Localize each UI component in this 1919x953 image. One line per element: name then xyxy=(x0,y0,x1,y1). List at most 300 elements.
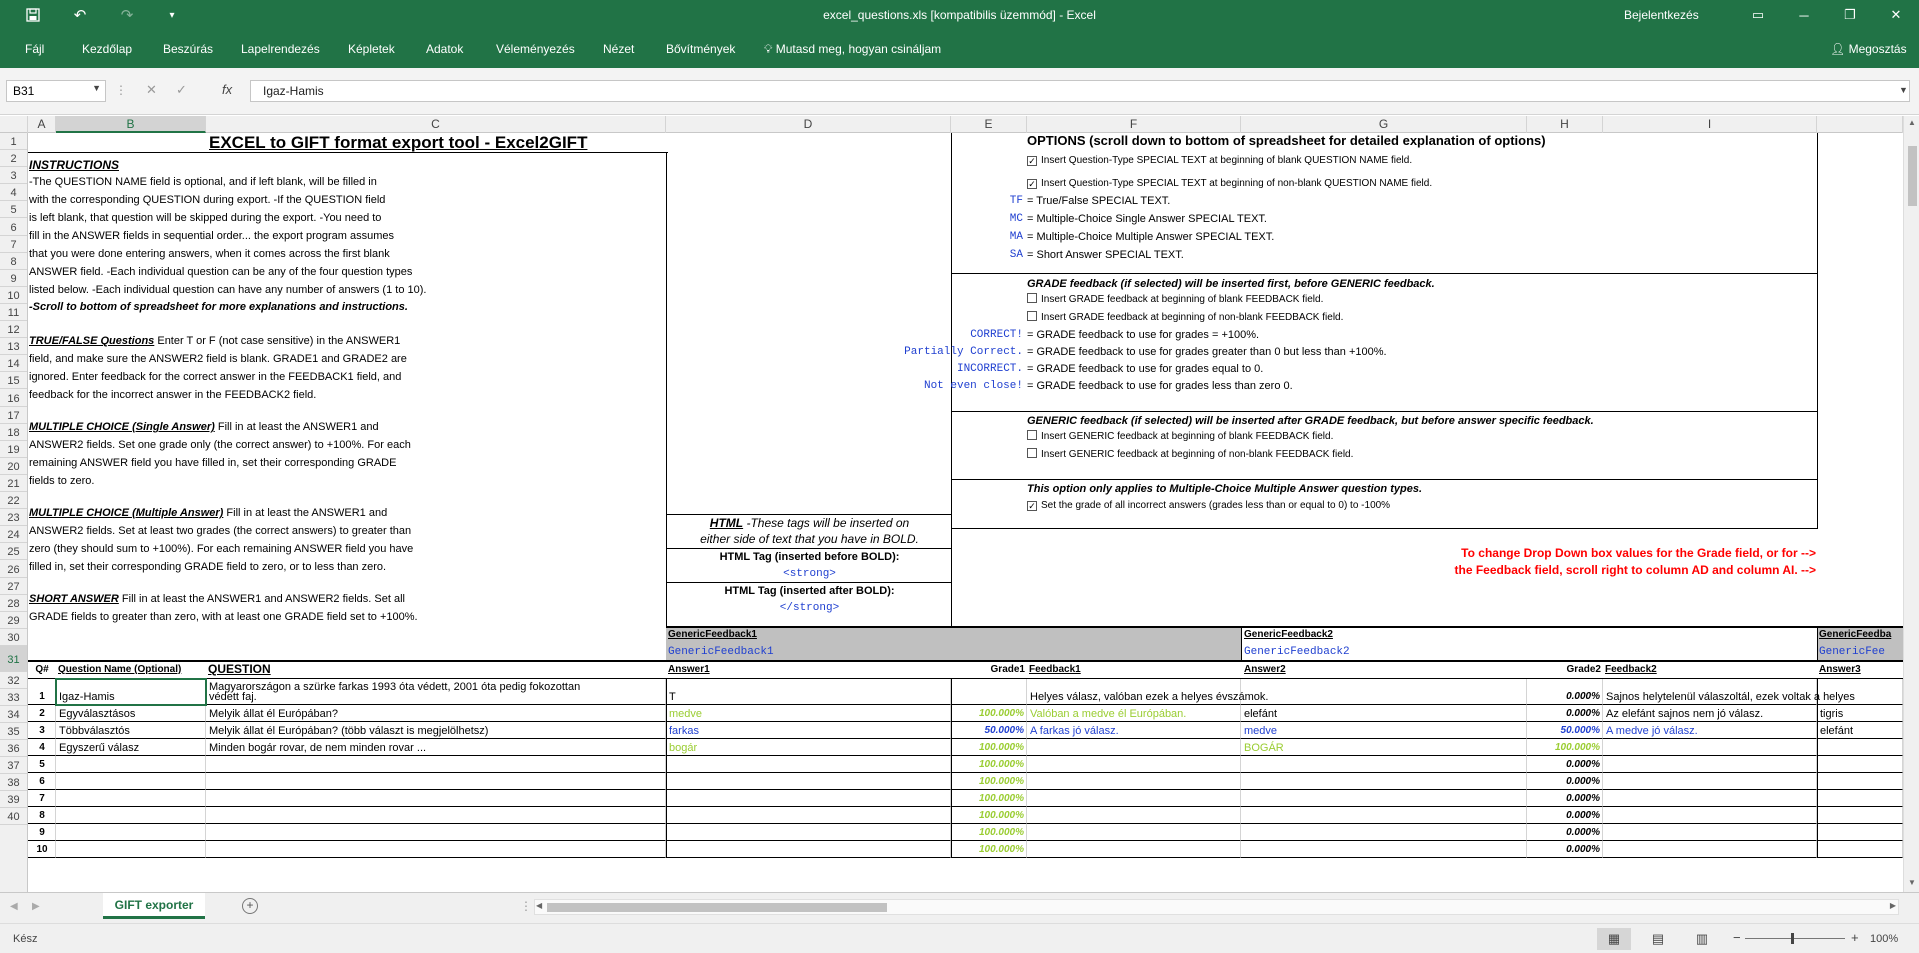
share-button[interactable] xyxy=(1830,42,1907,56)
customize-qat-icon[interactable]: ▾ xyxy=(169,9,175,21)
cell-a3-row-8[interactable] xyxy=(1817,807,1903,824)
row-header-1[interactable]: 1 xyxy=(0,133,27,150)
cell-name-row-9[interactable] xyxy=(56,824,206,841)
instructions-line-6: ANSWER field. -Each individual question can be any of the four question types xyxy=(29,266,413,278)
type-code-mc[interactable]: MC xyxy=(1009,213,1023,225)
column-header-i[interactable]: I xyxy=(1603,116,1817,133)
cell-a2-row-10[interactable] xyxy=(1241,841,1527,858)
grade-desc-partial: = GRADE feedback to use for grades greater than 0 but less than +100%. xyxy=(1027,346,1387,358)
cell-f1-row-5[interactable] xyxy=(1027,756,1241,773)
scroll-up-icon[interactable]: ▲ xyxy=(1908,118,1916,127)
num-text-row-3: 3 xyxy=(39,725,45,736)
grade-desc-incorrect: = GRADE feedback to use for grades equal to 0. xyxy=(1027,363,1264,375)
row-headers xyxy=(0,133,28,892)
sa-heading: SHORT ANSWER xyxy=(29,593,119,605)
tell-me-search[interactable] xyxy=(764,42,941,57)
a1-text-row-1: T xyxy=(669,691,676,703)
row-header-21[interactable]: 21 xyxy=(0,475,27,492)
cell-q-row-8[interactable] xyxy=(206,807,666,824)
formula-controls xyxy=(136,80,246,102)
a1-text-row-3: farkas xyxy=(669,725,699,737)
redo-icon[interactable]: ↷ xyxy=(120,7,134,24)
header-feedback1: Feedback1 xyxy=(1029,664,1081,675)
column-header-d[interactable]: D xyxy=(666,116,951,133)
sa-line-1 xyxy=(29,591,405,607)
vertical-scrollbar[interactable] xyxy=(1903,116,1919,892)
type-code-ma[interactable]: MA xyxy=(1009,231,1023,243)
question-text-row-4: Minden bogár rovar, de nem minden rovar ... xyxy=(209,742,427,754)
cell-f1-row-9[interactable] xyxy=(1027,824,1241,841)
column-header-h[interactable]: H xyxy=(1527,116,1603,133)
options-divider-3 xyxy=(951,479,1818,480)
tell-me-label: Mutasd meg, hogyan csináljam xyxy=(775,42,942,56)
g2-text-row-6: 0.000% xyxy=(1566,776,1600,787)
checkbox-checked[interactable]: ✓ xyxy=(1028,179,1036,189)
options-divider-1 xyxy=(951,273,1818,274)
dropdown-note-2: the Feedback field, scroll right to column AD and column AI. --> xyxy=(1454,563,1816,577)
column-header-g[interactable]: G xyxy=(1241,116,1527,133)
row-header-36[interactable]: 36 xyxy=(0,740,27,757)
ma-heading: MULTIPLE CHOICE (Multiple Answer) xyxy=(29,507,224,519)
expand-formula-icon[interactable]: ▼ xyxy=(1899,85,1908,95)
checkbox-unchecked[interactable] xyxy=(1027,293,1037,303)
g2-text-row-10: 0.000% xyxy=(1566,844,1600,855)
g2-text-row-5: 0.000% xyxy=(1566,759,1600,770)
options-divider-2 xyxy=(951,411,1818,412)
tab-data[interactable]: Adatok xyxy=(426,42,464,56)
cell-a2-row-9[interactable] xyxy=(1241,824,1527,841)
horizontal-scroll-thumb[interactable] xyxy=(547,903,887,912)
instructions-line-4: fill in the ANSWER fields in sequential order... the export program assumes xyxy=(29,230,395,242)
chevron-down-icon[interactable]: ▼ xyxy=(92,83,101,93)
sheet-next-icon[interactable]: ▶ xyxy=(32,901,40,912)
f2-text-row-2: Az elefánt sajnos nem jó válasz. xyxy=(1606,708,1764,720)
html-before-input[interactable]: <strong> xyxy=(783,568,836,580)
cell-name-row-5[interactable] xyxy=(56,756,206,773)
num-text-row-2: 2 xyxy=(39,708,45,719)
row-header-10[interactable]: 10 xyxy=(0,287,27,304)
f2-text-row-1: Sajnos helytelenül válaszoltál, ezek voltak a helyes xyxy=(1606,691,1855,703)
question-text-row-2: Melyik állat él Európában? xyxy=(209,708,339,720)
a3-text-row-2: tigris xyxy=(1820,708,1844,720)
option-grade-blank-label: Insert GRADE feedback at beginning of blank FEEDBACK field. xyxy=(1041,294,1324,305)
checkbox-unchecked[interactable] xyxy=(1027,430,1037,440)
row-header-19[interactable]: 19 xyxy=(0,441,27,458)
ma-line-1-text: Fill in at least the ANSWER1 and xyxy=(223,507,388,519)
vertical-scroll-thumb[interactable] xyxy=(1908,146,1917,206)
g1-text-row-2: 100.000% xyxy=(978,708,1024,719)
share-label: Megosztás xyxy=(1848,42,1907,56)
f2-text-row-3: A medve jó válasz. xyxy=(1606,725,1698,737)
page-break-view-icon[interactable]: ▥ xyxy=(1695,931,1709,946)
name-text-row-2: Egyválasztásos xyxy=(59,708,136,720)
checkbox-unchecked[interactable] xyxy=(1027,448,1037,458)
cell-name-row-8[interactable] xyxy=(56,807,206,824)
header-qnum: Q# xyxy=(35,664,49,675)
enter-icon[interactable]: ✓ xyxy=(176,82,187,97)
sheet-tab-bar xyxy=(0,892,1919,923)
cell-q-row-5[interactable] xyxy=(206,756,666,773)
cell-a2-row-6[interactable] xyxy=(1241,773,1527,790)
ma-line-2: ANSWER2 fields. Set at least two grades (the correct answers) to greater than xyxy=(29,525,412,537)
cell-name-row-7[interactable] xyxy=(56,790,206,807)
column-header-b[interactable]: B xyxy=(56,116,206,133)
generic-feedback-3-value[interactable]: GenericFee xyxy=(1819,646,1886,658)
sa-line-2: GRADE fields to greater than zero, with at least one GRADE field set to +100%. xyxy=(29,611,418,623)
a2-text-row-3: medve xyxy=(1244,725,1278,737)
row-header-30[interactable]: 30 xyxy=(0,629,27,646)
mc-line-2: ANSWER2 fields. Set one grade only (the correct answer) to +100%. For each xyxy=(29,439,411,451)
dropdown-note-1: To change Drop Down box values for the Grade field, or for --> xyxy=(1461,546,1816,560)
tab-review[interactable]: Véleményezés xyxy=(496,42,575,56)
g2-text-row-9: 0.000% xyxy=(1566,827,1600,838)
question-text-row-3: Melyik állat él Európában? (több választ is megjelölhetsz) xyxy=(209,725,489,737)
g1-text-row-5: 100.000% xyxy=(978,759,1024,770)
g2-text-row-8: 0.000% xyxy=(1566,810,1600,821)
name-text-row-3: Többválasztós xyxy=(59,725,130,737)
row-header-33[interactable]: 33 xyxy=(0,689,27,706)
cell-q-row-10[interactable] xyxy=(206,841,666,858)
tf-line-3: ignored. Enter feedback for the correct answer in the FEEDBACK1 field, and xyxy=(29,371,402,383)
close-button[interactable]: ✕ xyxy=(1890,7,1902,22)
g1-text-row-8: 100.000% xyxy=(978,810,1024,821)
g1-text-row-7: 100.000% xyxy=(978,793,1024,804)
tf-line-4: feedback for the incorrect answer in the FEEDBACK2 field. xyxy=(29,389,317,401)
row-header-38[interactable]: 38 xyxy=(0,774,27,791)
header-answer2: Answer2 xyxy=(1244,664,1286,675)
option-ma-grade xyxy=(1027,498,1390,514)
header-qname: Question Name (Optional) xyxy=(58,664,182,675)
row-header-5[interactable]: 5 xyxy=(0,201,27,218)
cell-f2-row-5[interactable] xyxy=(1603,756,1817,773)
tool-title: EXCEL to GIFT format export tool - Excel2GIFT xyxy=(209,133,588,152)
cell-f2-row-9[interactable] xyxy=(1603,824,1817,841)
zoom-slider-thumb[interactable] xyxy=(1791,933,1794,944)
header-answer3: Answer3 xyxy=(1819,664,1861,675)
option-qtype-blank-label: Insert Question-Type SPECIAL TEXT at beginning of blank QUESTION NAME field. xyxy=(1041,155,1413,166)
option-ma-grade-label: Set the grade of all incorrect answers (grades less than or equal to 0) to -100% xyxy=(1041,500,1391,511)
grade-heading: GRADE feedback (if selected) will be inserted first, before GENERIC feedback. xyxy=(1027,278,1435,290)
row-header-15[interactable]: 15 xyxy=(0,372,27,389)
row-header-35[interactable]: 35 xyxy=(0,723,27,740)
tab-file[interactable]: Fájl xyxy=(25,42,45,56)
restore-button[interactable]: ❐ xyxy=(1844,7,1856,22)
column-header-c[interactable]: C xyxy=(206,116,666,133)
a1-text-row-4: bogár xyxy=(669,742,698,754)
cell-f1-row-6[interactable] xyxy=(1027,773,1241,790)
cell-q-row-6[interactable] xyxy=(206,773,666,790)
insert-function-icon[interactable]: fx xyxy=(222,82,233,97)
mc-line-4: fields to zero. xyxy=(29,475,95,487)
generic-feedback-2-label: GenericFeedback2 xyxy=(1244,629,1333,640)
cell-f1-row-8[interactable] xyxy=(1027,807,1241,824)
a2-text-row-2: elefánt xyxy=(1244,708,1278,720)
formula-bar xyxy=(0,68,1919,115)
g1-text-row-6: 100.000% xyxy=(978,776,1024,787)
cell-a1-row-10[interactable] xyxy=(666,841,951,858)
option-qtype-nonblank xyxy=(1027,176,1432,192)
ribbon-tabs xyxy=(0,30,1919,68)
num-text-row-7: 7 xyxy=(39,793,45,804)
g1-text-row-10: 100.000% xyxy=(978,844,1024,855)
cell-a3-row-6[interactable] xyxy=(1817,773,1903,790)
row-header-7[interactable]: 7 xyxy=(0,236,27,253)
column-header-j[interactable] xyxy=(1817,116,1903,133)
option-qtype-blank xyxy=(1027,153,1412,169)
type-code-sa[interactable]: SA xyxy=(1009,249,1023,261)
html-before-label: HTML Tag (inserted before BOLD): xyxy=(719,551,900,563)
ma-line-1 xyxy=(29,505,387,521)
row-header-13[interactable]: 13 xyxy=(0,338,27,355)
cell-a1-row-5[interactable] xyxy=(666,756,951,773)
cell-g1-row-1[interactable] xyxy=(951,679,1027,705)
row-header-3[interactable]: 3 xyxy=(0,167,27,184)
cell-a1-row-9[interactable] xyxy=(666,824,951,841)
tab-formulas[interactable]: Képletek xyxy=(348,42,395,56)
mc-line-1-text: Fill in at least the ANSWER1 and xyxy=(214,421,379,433)
ma-line-4: filled in, set their corresponding GRADE field to zero, or to less than zero. xyxy=(29,561,387,573)
row-header-4[interactable]: 4 xyxy=(0,184,27,201)
zoom-out-icon[interactable]: − xyxy=(1733,930,1741,945)
row-header-29[interactable]: 29 xyxy=(0,612,27,629)
row-header-37[interactable]: 37 xyxy=(0,757,27,774)
header-feedback2: Feedback2 xyxy=(1605,664,1657,675)
signin-link[interactable]: Bejelentkezés xyxy=(1624,8,1699,22)
row-header-16[interactable]: 16 xyxy=(0,390,27,407)
tab-home[interactable]: Kezdőlap xyxy=(82,42,133,56)
cell-name-row-6[interactable] xyxy=(56,773,206,790)
row-header-31[interactable]: 31 xyxy=(0,646,27,672)
tab-addins[interactable]: Bővítmények xyxy=(666,42,736,56)
cell-f1-row-10[interactable] xyxy=(1027,841,1241,858)
ribbon-display-options-icon[interactable]: ▭ xyxy=(1751,7,1765,22)
html-after-label: HTML Tag (inserted after BOLD): xyxy=(724,585,895,597)
cell-q-row-7[interactable] xyxy=(206,790,666,807)
tab-view[interactable]: Nézet xyxy=(603,42,635,56)
html-label: HTML xyxy=(709,516,744,530)
cell-a2-row-8[interactable] xyxy=(1241,807,1527,824)
row-header-40[interactable]: 40 xyxy=(0,808,27,825)
type-desc-ma: = Multiple-Choice Multiple Answer SPECIAL TEXT. xyxy=(1027,231,1275,243)
tf-line-1-text: Enter T or F (not case sensitive) in the ANSWER1 xyxy=(154,335,401,347)
more-options-icon[interactable]: ⋮ xyxy=(115,83,127,97)
minimize-button[interactable]: ─ xyxy=(1799,7,1809,23)
ma-line-3: zero (they should sum to +100%). For each remaining ANSWER field you have xyxy=(29,543,414,555)
cell-a2-row-7[interactable] xyxy=(1241,790,1527,807)
option-generic-nonblank-label: Insert GENERIC feedback at beginning of non-blank FEEDBACK field. xyxy=(1041,449,1354,460)
row-header-9[interactable]: 9 xyxy=(0,270,27,287)
html-after-input[interactable]: </strong> xyxy=(779,602,840,614)
row-header-22[interactable]: 22 xyxy=(0,492,27,509)
generic-feedback-1-label: GenericFeedback1 xyxy=(668,629,757,640)
ma-option-heading: This option only applies to Multiple-Choice Multiple Answer question types. xyxy=(1027,483,1423,495)
option-grade-blank xyxy=(1027,292,1323,308)
row-header-26[interactable]: 26 xyxy=(0,561,27,578)
num-text-row-6: 6 xyxy=(39,776,45,787)
cell-f1-row-4[interactable] xyxy=(1027,739,1241,756)
cell-a3-row-9[interactable] xyxy=(1817,824,1903,841)
num-text-row-9: 9 xyxy=(39,827,45,838)
cell-name-row-10[interactable] xyxy=(56,841,206,858)
horizontal-scrollbar[interactable] xyxy=(534,899,1899,915)
grade-desc-correct: = GRADE feedback to use for grades = +100%. xyxy=(1027,329,1260,341)
generic-feedback-2-value[interactable]: GenericFeedback2 xyxy=(1244,646,1350,658)
grade-desc-not-close: = GRADE feedback to use for grades less than zero 0. xyxy=(1027,380,1293,392)
tf-line-2: field, and make sure the ANSWER2 field is blank. GRADE1 and GRADE2 are xyxy=(29,353,407,365)
sheet-split-handle[interactable]: ⋮ xyxy=(520,899,532,913)
row-header-32[interactable]: 32 xyxy=(0,672,27,689)
mc-line-3: remaining ANSWER field you have filled in, set their corresponding GRADE xyxy=(29,457,397,469)
instructions-line-5: that you were done entering answers, when it comes across the first blank xyxy=(29,248,390,260)
cell-a3-row-1[interactable] xyxy=(1817,679,1903,705)
scroll-left-icon[interactable]: ◀ xyxy=(536,901,543,910)
type-desc-mc: = Multiple-Choice Single Answer SPECIAL TEXT. xyxy=(1027,213,1267,225)
a1-text-row-2: medve xyxy=(669,708,703,720)
row-header-27[interactable]: 27 xyxy=(0,578,27,595)
header-grade2: Grade2 xyxy=(1566,664,1601,675)
g2-text-row-2: 0.000% xyxy=(1566,708,1600,719)
status-text: Kész xyxy=(13,933,38,945)
sheet-tab-gift-exporter[interactable]: GIFT exporter xyxy=(103,893,205,919)
row-header-6[interactable]: 6 xyxy=(0,219,27,236)
column-header-a[interactable]: A xyxy=(28,116,56,133)
worksheet-grid[interactable] xyxy=(0,116,1903,892)
g1-text-row-4: 100.000% xyxy=(978,742,1024,753)
row-header-14[interactable]: 14 xyxy=(0,355,27,372)
cell-q-row-9[interactable] xyxy=(206,824,666,841)
tf-heading: TRUE/FALSE Questions xyxy=(29,335,155,347)
normal-view-icon[interactable]: ▦ xyxy=(1597,928,1631,950)
cell-f1-row-7[interactable] xyxy=(1027,790,1241,807)
g2-text-row-3: 50.000% xyxy=(1560,725,1600,736)
question-text-row-1-line-2: védett faj. xyxy=(209,691,257,703)
sheet-prev-icon[interactable]: ◀ xyxy=(10,901,18,912)
type-code-tf[interactable]: TF xyxy=(1009,195,1023,207)
cell-a3-row-10[interactable] xyxy=(1817,841,1903,858)
cancel-icon[interactable]: ✕ xyxy=(146,82,157,97)
header-question: QUESTION xyxy=(208,662,271,676)
cell-a2-row-5[interactable] xyxy=(1241,756,1527,773)
num-text-row-8: 8 xyxy=(39,810,45,821)
a2-text-row-4: BOGÁR xyxy=(1244,742,1284,754)
num-text-row-5: 5 xyxy=(39,759,45,770)
checkbox-checked[interactable]: ✓ xyxy=(1028,501,1036,511)
row-header-23[interactable]: 23 xyxy=(0,509,27,526)
undo-icon[interactable]: ↶ xyxy=(73,7,87,24)
a3-text-row-3: elefánt xyxy=(1820,725,1854,737)
scroll-note: -Scroll to bottom of spreadsheet for more explanations and instructions. xyxy=(29,301,408,313)
scroll-down-icon[interactable]: ▼ xyxy=(1908,878,1916,887)
row-header-25[interactable]: 25 xyxy=(0,543,27,560)
html-box-line-1 xyxy=(668,515,951,531)
options-divider-4 xyxy=(951,528,1818,529)
cell-a2-row-1[interactable] xyxy=(1241,679,1527,705)
row-header-28[interactable]: 28 xyxy=(0,595,27,612)
cell-f2-row-10[interactable] xyxy=(1603,841,1817,858)
grade-code-incorrect[interactable]: INCORRECT. xyxy=(956,363,1023,375)
column-header-e[interactable]: E xyxy=(951,116,1027,133)
option-generic-blank xyxy=(1027,429,1333,445)
row-header-18[interactable]: 18 xyxy=(0,424,27,441)
row-header-11[interactable]: 11 xyxy=(0,304,27,321)
num-text-row-1: 1 xyxy=(39,691,45,702)
option-grade-nonblank xyxy=(1027,310,1343,326)
checkbox-unchecked[interactable] xyxy=(1027,311,1037,321)
instructions-line-2: with the corresponding QUESTION during export. -If the QUESTION field xyxy=(29,194,386,206)
option-generic-nonblank xyxy=(1027,447,1353,463)
window-title: excel_questions.xls [kompatibilis üzemmód] - Excel xyxy=(823,8,1096,22)
tab-page-layout[interactable]: Lapelrendezés xyxy=(241,42,320,56)
cell-f2-row-6[interactable] xyxy=(1603,773,1817,790)
cell-f2-row-4[interactable] xyxy=(1603,739,1817,756)
row-header-24[interactable]: 24 xyxy=(0,526,27,543)
options-right-border xyxy=(1817,133,1818,528)
lightbulb-icon: 💡︎ xyxy=(764,42,773,56)
generic-feedback-1-value[interactable]: GenericFeedback1 xyxy=(668,646,774,658)
cell-a3-row-5[interactable] xyxy=(1817,756,1903,773)
cell-a1-row-7[interactable] xyxy=(666,790,951,807)
header-answer1: Answer1 xyxy=(668,664,710,675)
zoom-in-icon[interactable]: + xyxy=(1851,930,1859,945)
type-desc-sa: = Short Answer SPECIAL TEXT. xyxy=(1027,249,1184,261)
name-box-value: B31 xyxy=(13,84,35,98)
row-header-34[interactable]: 34 xyxy=(0,706,27,723)
generic-heading: GENERIC feedback (if selected) will be inserted after GRADE feedback, but before answer specific feedback. xyxy=(1027,415,1594,427)
row-header-2[interactable]: 2 xyxy=(0,150,27,167)
g1-text-row-9: 100.000% xyxy=(978,827,1024,838)
row-header-8[interactable]: 8 xyxy=(0,253,27,270)
zoom-slider[interactable] xyxy=(1745,938,1845,939)
page-layout-view-icon[interactable]: ▤ xyxy=(1651,931,1665,946)
f1-text-row-1: Helyes válasz, valóban ezek a helyes évszámok. xyxy=(1030,691,1269,703)
grade-code-partial[interactable]: Partially Correct. xyxy=(904,346,1023,358)
cell-f2-row-8[interactable] xyxy=(1603,807,1817,824)
instructions-line-3: is left blank, that question will be skipped during the export. -You need to xyxy=(29,212,382,224)
name-box[interactable] xyxy=(6,80,106,102)
options-title: OPTIONS (scroll down to bottom of spreadsheet for detailed explanation of options) xyxy=(1027,133,1546,148)
grade-code-not-close[interactable]: Not even close! xyxy=(923,380,1023,392)
column-header-f[interactable]: F xyxy=(1027,116,1241,133)
cell-a1-row-8[interactable] xyxy=(666,807,951,824)
person-icon: 👤︎ xyxy=(1830,42,1846,56)
cell-f2-row-7[interactable] xyxy=(1603,790,1817,807)
select-all-corner[interactable] xyxy=(0,116,28,133)
grade-code-correct[interactable]: CORRECT! xyxy=(970,329,1023,341)
cell-a3-row-4[interactable] xyxy=(1817,739,1903,756)
f1-text-row-2: Valóban a medve él Európában. xyxy=(1030,708,1187,720)
column-headers xyxy=(0,116,1903,133)
g2-text-row-4: 100.000% xyxy=(1554,742,1600,753)
row-header-17[interactable]: 17 xyxy=(0,407,27,424)
add-sheet-icon[interactable]: + xyxy=(242,898,258,914)
zoom-level[interactable]: 100% xyxy=(1870,933,1899,945)
option-generic-blank-label: Insert GENERIC feedback at beginning of blank FEEDBACK field. xyxy=(1041,431,1334,442)
checkbox-checked[interactable]: ✓ xyxy=(1028,156,1036,166)
header-grade1: Grade1 xyxy=(990,664,1025,675)
scroll-right-icon[interactable]: ▶ xyxy=(1889,901,1896,910)
tab-insert[interactable]: Beszúrás xyxy=(163,42,214,56)
cell-a3-row-7[interactable] xyxy=(1817,790,1903,807)
cells-area[interactable] xyxy=(28,133,1903,892)
mc-line-1 xyxy=(29,419,379,435)
g1-text-row-3: 50.000% xyxy=(984,725,1024,736)
row-header-12[interactable]: 12 xyxy=(0,321,27,338)
row-header-39[interactable]: 39 xyxy=(0,791,27,808)
formula-input[interactable]: Igaz-Hamis xyxy=(250,80,1910,102)
row-header-20[interactable]: 20 xyxy=(0,458,27,475)
cell-a1-row-6[interactable] xyxy=(666,773,951,790)
option-qtype-nonblank-label: Insert Question-Type SPECIAL TEXT at beginning of non-blank QUESTION NAME field. xyxy=(1041,178,1433,189)
